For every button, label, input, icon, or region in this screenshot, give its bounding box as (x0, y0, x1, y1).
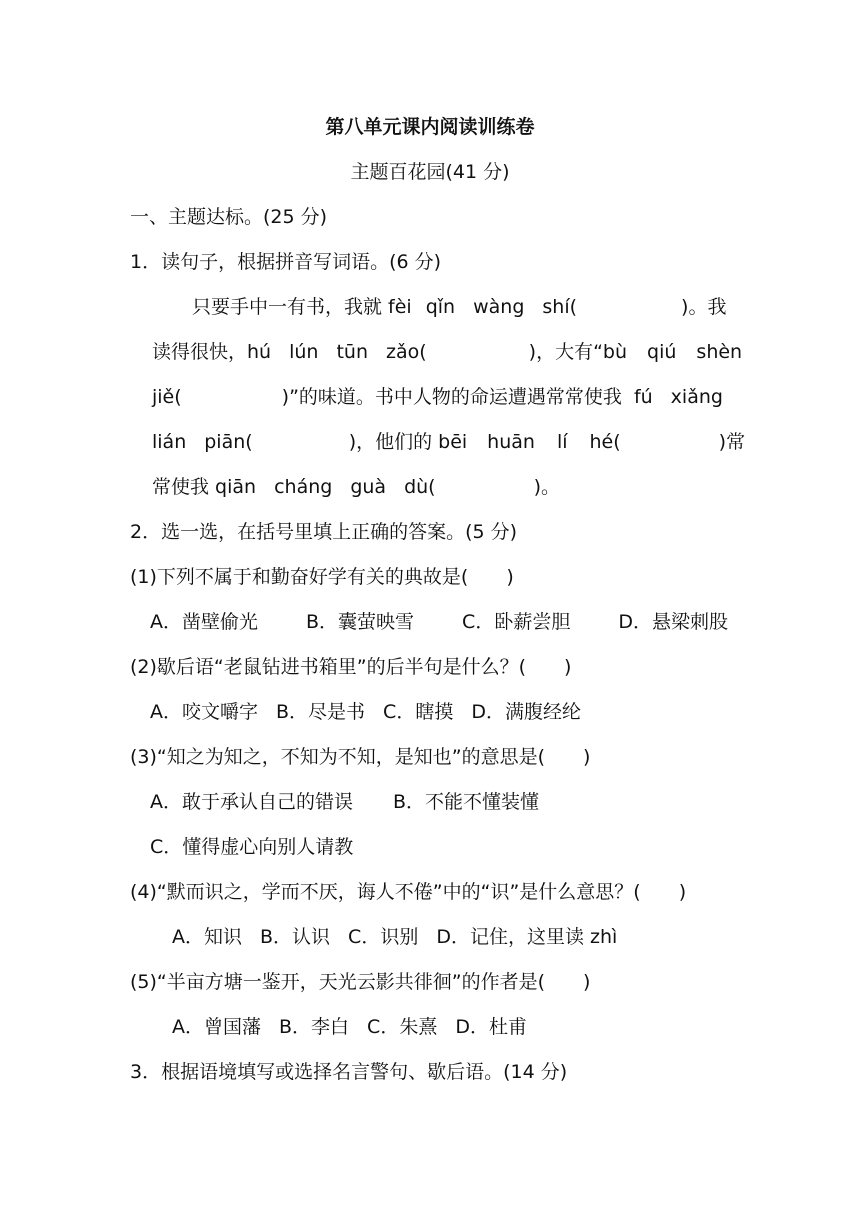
option-b[interactable]: B．囊萤映雪 (306, 611, 415, 633)
option-a[interactable]: A．咬文嚼字 (150, 701, 258, 723)
text-segment: hé( (589, 431, 621, 453)
option-c[interactable]: C．卧薪尝胆 (462, 611, 571, 633)
sub-question-2-options (150, 700, 581, 724)
question-1-line-3 (152, 385, 730, 409)
question-1-line-2 (152, 340, 743, 364)
text-segment: lí (556, 431, 568, 453)
question-1-line-5 (152, 475, 730, 499)
text-segment: huān (487, 431, 535, 453)
option-d[interactable]: D．记住，这里读 zhì (436, 926, 618, 948)
option-c[interactable]: C．识别 (348, 926, 419, 948)
sub-question-1-stem: (1)下列不属于和勤奋好学有关的典故是( ) (130, 566, 514, 588)
text-segment: shí( (542, 296, 578, 318)
page-title: 第八单元课内阅读训练卷 (325, 116, 535, 138)
option-a[interactable]: A．凿壁偷光 (150, 611, 258, 633)
sub-question-2-stem: (2)歇后语“老鼠钻进书箱里”的后半句是什么？( ) (130, 656, 572, 678)
sub-question-5-options (172, 1015, 527, 1039)
sub-question-3-options-row-1 (150, 790, 539, 814)
question-1-line-4 (152, 430, 746, 454)
text-segment: xiǎng (670, 386, 723, 408)
option-c[interactable]: C．朱熹 (367, 1016, 438, 1038)
text-segment: zǎo( (386, 341, 427, 363)
text-segment: )。我 (681, 296, 727, 318)
question-2-prompt: 2．选一选，在括号里填上正确的答案。(5 分) (130, 521, 518, 543)
page-subtitle: 主题百花园(41 分) (350, 161, 510, 183)
option-d[interactable]: D．杜甫 (455, 1016, 527, 1038)
option-b[interactable]: B．李白 (279, 1016, 350, 1038)
text-segment: jiě( (152, 386, 182, 408)
text-segment: )，大有“bù (528, 341, 628, 363)
text-segment: qǐn (425, 296, 456, 318)
sub-question-3-options-row-2 (150, 835, 353, 859)
text-segment: 常使我 qiān (152, 476, 257, 498)
option-a[interactable]: A．曾国藩 (172, 1016, 261, 1038)
text-segment: lún (289, 341, 319, 363)
text-segment: dù( (404, 476, 436, 498)
option-c[interactable]: C．瞎摸 (383, 701, 454, 723)
text-segment: 只要手中一有书，我就 fèi (192, 296, 412, 318)
text-segment: 读得很快，hú (152, 341, 272, 363)
text-segment: )”的味道。书中人物的命运遭遇常常使我 (281, 386, 622, 408)
text-segment: guà (350, 476, 387, 498)
text-segment: fú (633, 386, 653, 408)
option-b[interactable]: B．不能不懂装懂 (393, 791, 540, 813)
text-segment: tūn (336, 341, 369, 363)
question-1-line-1 (192, 295, 730, 319)
text-segment: )。 (533, 476, 560, 498)
sub-question-4-stem: (4)“默而识之，学而不厌，诲人不倦”中的“识”是什么意思？( ) (130, 881, 687, 903)
option-d[interactable]: D．满腹经纶 (471, 701, 581, 723)
sub-question-3-stem: (3)“知之为知之，不知为不知，是知也”的意思是( ) (130, 746, 591, 768)
text-segment: lián (152, 431, 187, 453)
option-a[interactable]: A．知识 (172, 926, 242, 948)
text-segment: )，他们的 bēi (348, 431, 468, 453)
option-c[interactable]: C．懂得虚心向别人请教 (150, 836, 354, 858)
text-segment: wàng (473, 296, 525, 318)
sub-question-1-options (150, 610, 728, 634)
text-segment: qiú (647, 341, 677, 363)
text-segment: shèn (696, 341, 743, 363)
sub-question-5-stem: (5)“半亩方塘一鉴开，天光云影共徘徊”的作者是( ) (130, 971, 591, 993)
text-segment: cháng (274, 476, 333, 498)
section-heading: 一、主题达标。(25 分) (130, 206, 328, 228)
sub-question-4-options (172, 925, 617, 949)
text-segment: )常 (718, 431, 746, 453)
option-b[interactable]: B．尽是书 (276, 701, 366, 723)
question-1-prompt: 1．读句子，根据拼音写词语。(6 分) (130, 251, 442, 273)
option-a[interactable]: A．敢于承认自己的错误 (150, 791, 353, 813)
option-b[interactable]: B．认识 (260, 926, 331, 948)
option-d[interactable]: D．悬梁刺股 (618, 611, 728, 633)
question-3-prompt: 3．根据语境填写或选择名言警句、歇后语。(14 分) (130, 1061, 568, 1083)
text-segment: piān( (204, 431, 253, 453)
